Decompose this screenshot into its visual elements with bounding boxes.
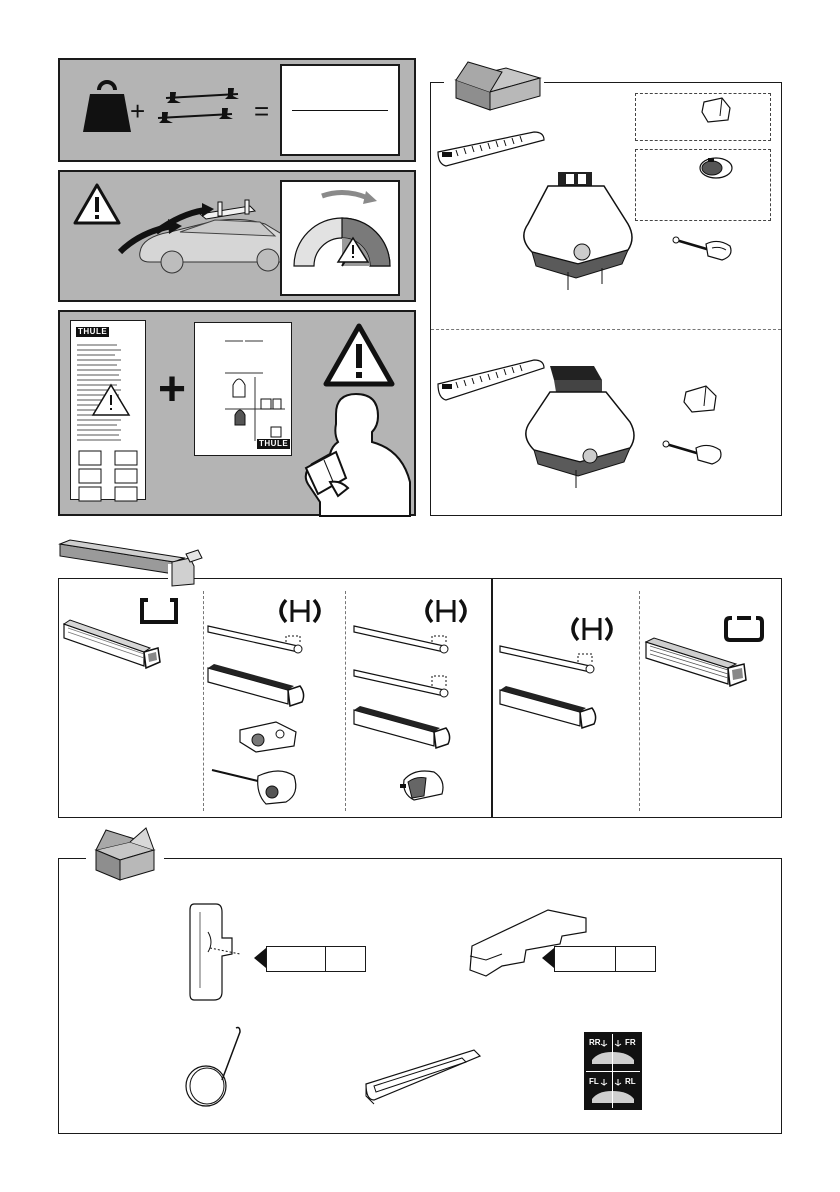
measuring-tool-icon (436, 128, 548, 168)
kit-box-icon (92, 826, 158, 880)
foot-pack-box-icon (450, 58, 544, 110)
aero-bar-wide-icon-3 (498, 684, 602, 732)
aero-bar-wide-icon (206, 662, 310, 710)
person-reading-icon (266, 390, 416, 516)
part-number-box-2 (554, 946, 656, 972)
manual-text-lines (77, 343, 141, 503)
pointer-arrow-1 (254, 948, 266, 968)
bracket-connector-icon (236, 720, 300, 754)
bar-end-cap-icon (398, 766, 448, 804)
lock-cap-icon (210, 764, 302, 808)
square-bar-icon-2 (644, 636, 752, 692)
bar-shim-icon (362, 1046, 484, 1112)
big-plus-sign: + (158, 363, 187, 416)
foot-icon-2 (520, 358, 642, 492)
part-number-field-a (267, 947, 325, 971)
solid-separator (491, 579, 493, 817)
part-number-field-c (555, 947, 615, 971)
thule-logo: THULE (78, 327, 108, 336)
aero-bar-wide-icon-2 (352, 704, 456, 752)
position-sticker-icon (584, 1032, 642, 1110)
dashed-separator-2 (345, 591, 346, 811)
end-cap-icon-2 (682, 384, 720, 414)
load-result-line (292, 110, 388, 111)
big-warning-triangle-icon (322, 322, 396, 388)
sticker-car-icons (584, 1032, 642, 1110)
sticker-rl-label: RL (625, 1077, 636, 1086)
square-bar-icon (62, 616, 166, 674)
end-cap-icon (700, 96, 732, 124)
car-warning-icon (110, 192, 300, 282)
gauge-icon (282, 182, 402, 298)
gauge-box (280, 180, 400, 296)
foot-icon (518, 168, 640, 294)
roof-bars-icon (156, 82, 246, 130)
load-result-box (280, 64, 400, 156)
part-number-field-d (615, 947, 654, 971)
end-cap-lock-icon (698, 154, 734, 182)
read-instructions-panel (58, 310, 416, 516)
allen-key-icon-2 (662, 438, 726, 468)
manual-icon (70, 320, 146, 500)
sticker-fr-label: FR (625, 1038, 636, 1047)
bracket-icon (188, 902, 240, 1002)
pointer-arrow-2 (542, 948, 554, 968)
dashed-separator-1 (203, 591, 204, 811)
load-capacity-panel (58, 58, 416, 162)
aero-bar-slim-icon-4 (498, 640, 602, 680)
equals-sign: = (254, 96, 270, 126)
aero-bar-slim-icon-2 (352, 620, 456, 660)
part-number-box-1 (266, 946, 366, 972)
plus-sign: + (130, 96, 146, 126)
bar-icon (56, 540, 206, 588)
coil-spring-icon (180, 1024, 250, 1110)
aero-bar-slim-icon (206, 620, 310, 660)
section-divider-dashed (431, 329, 781, 330)
dashed-separator-3 (639, 591, 640, 811)
speed-warning-panel (58, 170, 416, 302)
aero-bar-slim-icon-3 (352, 664, 456, 704)
sticker-fl-label: FL (589, 1077, 599, 1086)
allen-key-icon (672, 234, 736, 264)
thule-logo-small: THULE (259, 439, 289, 448)
part-number-field-b (325, 947, 364, 971)
sticker-rr-label: RR (589, 1038, 601, 1047)
weight-icon (82, 78, 132, 134)
